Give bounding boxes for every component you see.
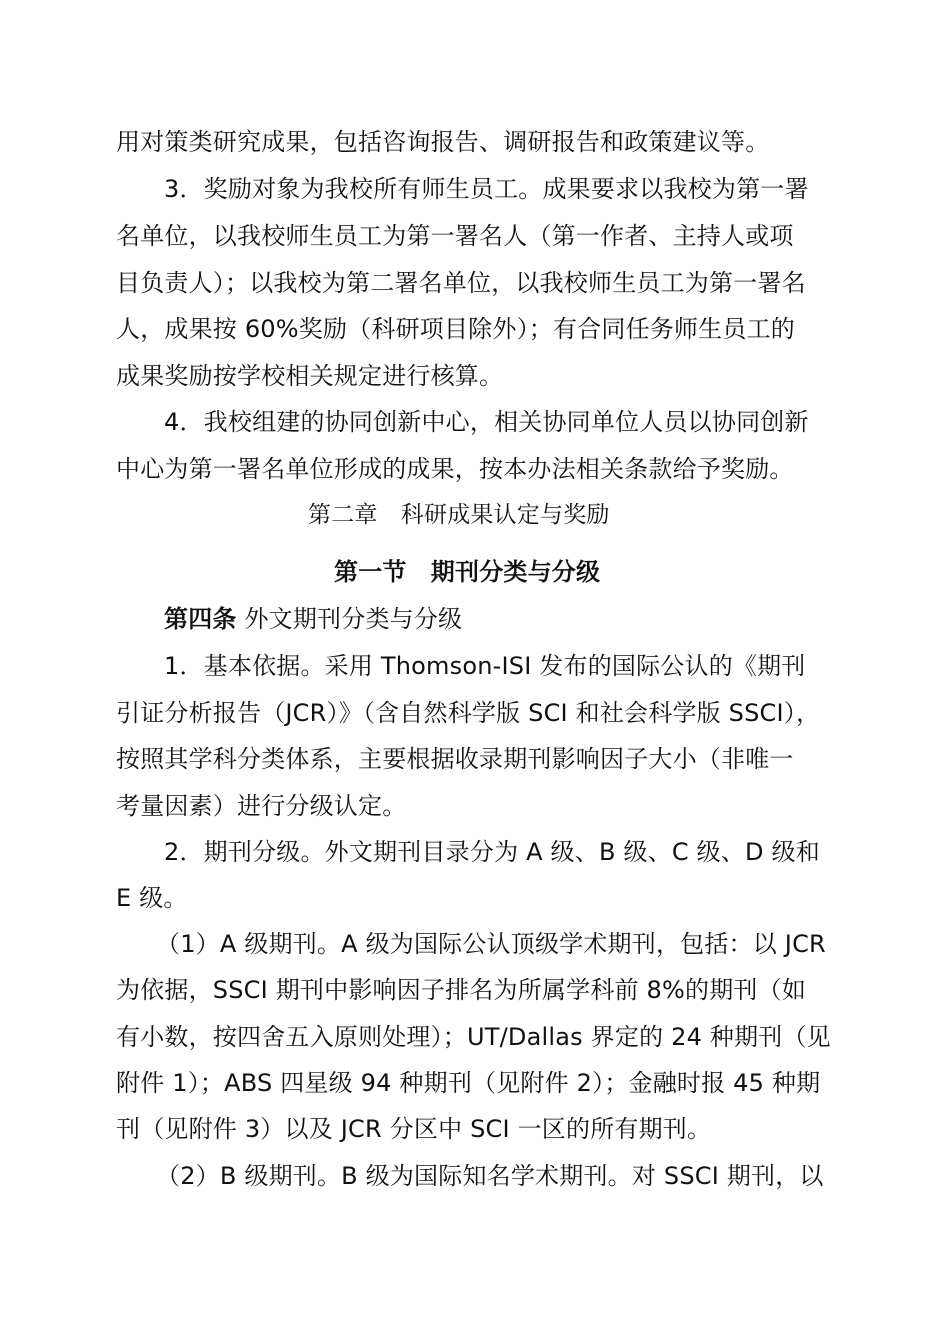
paragraph-line: 有小数，按四舍五入原则处理）；UT/Dallas 界定的 24 种期刊（见	[116, 1023, 831, 1051]
paragraph-line: 引证分析报告（JCR）》（含自然科学版 SCI 和社会科学版 SSCI），	[116, 699, 821, 727]
paragraph-line: 成果奖励按学校相关规定进行核算。	[116, 362, 504, 390]
chapter-title: 第二章 科研成果认定与奖励	[308, 502, 610, 528]
paragraph-line: 1．基本依据。采用 Thomson-ISI 发布的国际公认的《期刊	[164, 652, 806, 680]
paragraph-line: 用对策类研究成果，包括咨询报告、调研报告和政策建议等。	[116, 128, 770, 156]
paragraph-line: 3．奖励对象为我校所有师生员工。成果要求以我校为第一署	[164, 175, 809, 203]
paragraph-line: （1）A 级期刊。A 级为国际公认顶级学术期刊，包括：以 JCR	[156, 930, 826, 958]
paragraph-line: 附件 1）；ABS 四星级 94 种期刊（见附件 2）；金融时报 45 种期	[116, 1069, 821, 1097]
article-label: 第四条	[164, 605, 237, 633]
paragraph-line: 目负责人）；以我校为第二署名单位，以我校师生员工为第一署名	[116, 269, 806, 297]
paragraph-line: 名单位，以我校师生员工为第一署名人（第一作者、主持人或项	[116, 222, 794, 250]
paragraph-line: 刊（见附件 3）以及 JCR 分区中 SCI 一区的所有期刊。	[116, 1115, 712, 1143]
article-heading	[164, 604, 462, 634]
paragraph-line: 中心为第一署名单位形成的成果，按本办法相关条款给予奖励。	[116, 455, 794, 483]
paragraph-line: 考量因素）进行分级认定。	[116, 792, 407, 820]
paragraph-line: 4．我校组建的协同创新中心，相关协同单位人员以协同创新	[164, 408, 809, 436]
paragraph-line: （2）B 级期刊。B 级为国际知名学术期刊。对 SSCI 期刊，以	[156, 1162, 824, 1190]
paragraph-line: 2．期刊分级。外文期刊目录分为 A 级、B 级、C 级、D 级和	[164, 838, 820, 866]
paragraph-line: 按照其学科分类体系，主要根据收录期刊影响因子大小（非唯一	[116, 745, 794, 773]
paragraph-line: E 级。	[116, 884, 188, 912]
paragraph-line: 人，成果按 60%奖励（科研项目除外）；有合同任务师生员工的	[116, 315, 795, 343]
paragraph-line: 为依据，SSCI 期刊中影响因子排名为所属学科前 8%的期刊（如	[116, 976, 807, 1004]
article-title: 外文期刊分类与分级	[244, 605, 463, 633]
section-title: 第一节 期刊分类与分级	[334, 558, 601, 586]
